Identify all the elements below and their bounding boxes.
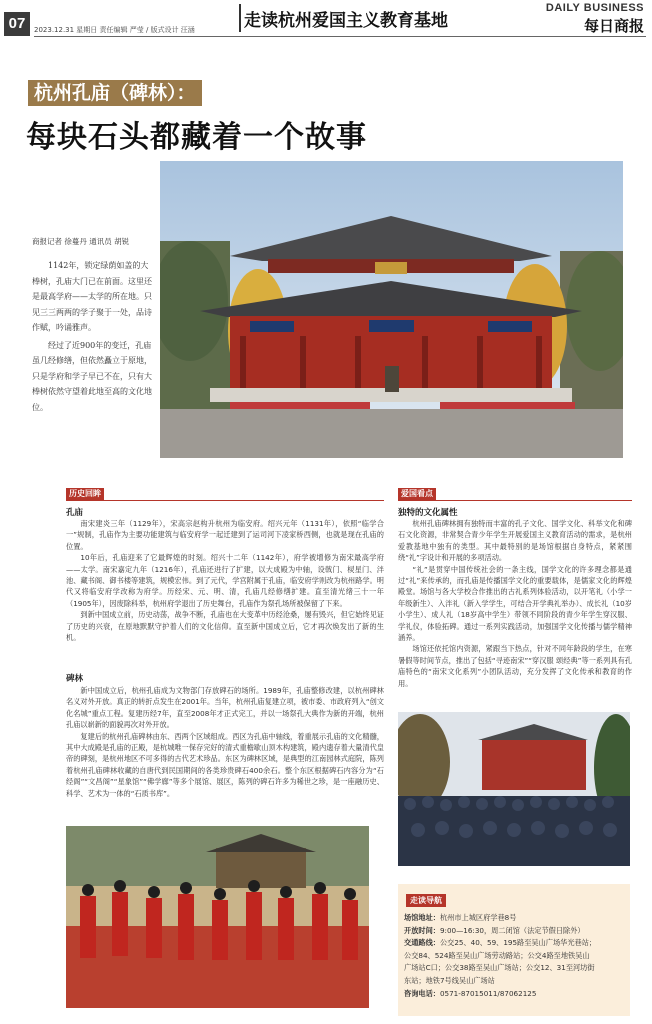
section-rule: [66, 500, 384, 501]
series-title: 走读杭州爱国主义教育基地: [244, 11, 448, 31]
byline: 商报记者 徐蔓丹 通讯员 胡锐: [32, 237, 130, 246]
students-photo: [398, 712, 630, 866]
body-paragraph: 10年后，孔庙迎来了它最辉煌的时刻。绍兴十二年（1142年），府学被增修为南宋最高学府——太学。南宋嘉定九年（1216年），孔庙还进行了扩建，以大成殿为中轴，设戟门、棂星门、泮池、藏书阁、御书楼等建筑，规模宏伟。到了元代，学宫附属于孔庙，临安府学则改为杭州路学。明代又将临安府学改称为府学。历经宋、元、明、清，孔庙几经修缮扩建。直至清光绪三十一年（1905年），因废除科举，杭州府学退出了历史舞台，孔庙作为祭孔场所被保留了下来。: [66, 553, 384, 608]
masthead-rule: [34, 36, 646, 37]
issue-line: 2023.12.31 星期日 责任编辑 严莹 / 版式设计 汪涵: [34, 26, 195, 34]
guide-line-hours: 开放时间：9:00—16:30，周二闭馆（法定节假日除外）: [404, 925, 585, 935]
patriotic-heading: 独特的文化属性: [398, 508, 458, 518]
section-tag-patriotic: 爱国看点: [398, 488, 436, 500]
guide-line-transit: 东站；地铁7号线吴山广场站: [404, 975, 495, 985]
masthead: [0, 0, 652, 40]
page-number: 07: [4, 12, 30, 36]
beilin-heading: 碑林: [66, 674, 84, 684]
body-paragraph: 南宋建炎三年（1129年），宋高宗赵构升杭州为临安府。绍兴元年（1131年），依照“临学合一”规制，孔庙作为主要功能建筑与临安府学一起迁建到了运司河下凌家桥西侧，也就是现在孔庙的位置。: [66, 519, 384, 551]
brand-name-english: DAILY BUSINESS: [545, 2, 644, 14]
headline-kicker: 杭州孔庙（碑林）：: [28, 80, 202, 106]
kongmiao-heading: 孔庙: [66, 508, 84, 518]
intro-paragraph: 1142年，锁定绿荫如盖的大棒树，孔庙大门已在前面。这里还是最高学府——太学的所在地。只见三三两两的学子聚于一处，品诗作赋，吟诵雅声。: [32, 261, 152, 332]
guide-line-transit: 广场站C口；公交38路至吴山广场站；公交12、31至河坊街: [404, 963, 595, 973]
body-paragraph: “礼”是贯穿中国传统社会的一条主线，国学文化的许多理念都是通过“礼”来传承的，而孔庙是传播国学文化的重要载体，是儒家文化的辉煌殿堂。场馆与各大学校合作推出的古礼系列体验活动，以开笔礼（小学一年级新生）、入泮礼（新入学学生，可结合开学典礼举办）、成长礼（10岁小学生）、成人礼（18岁高中学生）带领不同阶段的青少年学生穿汉服、学礼仪，体验拓碑。通过一系列实践活动，加强国学文化传播与儒学精神涵养。: [398, 564, 632, 643]
guide-tag: 走读导航: [406, 894, 446, 907]
headline-title: 每块石头都藏着一个故事: [26, 120, 367, 155]
patriotic-text: [398, 518, 632, 689]
section-rule: [398, 500, 632, 501]
intro-paragraph: 经过了近900年的变迁，孔庙虽几经修缮，但依然矗立于原地，只是学府和学子早已不在，只有大棒树依然守望着此地至高的文化地位。: [32, 340, 152, 412]
kongmiao-text: [66, 518, 384, 643]
guide-lines: [404, 912, 628, 1000]
guide-line-transit: 公交84、524路至吴山广场劳动路站；公交4路至地铁吴山: [404, 950, 590, 960]
body-paragraph: 新中国成立后，杭州孔庙成为文物部门存放碑石的场所。1989年，孔庙整修改建，以杭州碑林名义对外开放。真正的转折点发生在2001年。当年，杭州孔庙复建立项，被市委、市政府列入“创文化名城”重点工程。复建历经7年，直至2008年才正式完工，并以一场祭孔大典作为新的开端，杭州孔庙以崭新的面貌再次对外开放。: [66, 686, 384, 730]
guide-line-transit: 交通路线：公交25、40、59、195路至吴山广场华光巷站；: [404, 938, 597, 948]
brand-name-chinese: 每日商报: [583, 17, 644, 35]
body-paragraph: 到新中国成立前，历史动荡，战争不断，孔庙也在大变革中历经沧桑，屡有毁兴，但它始终见证了历史的兴衰，在原地默默守护着人们的文化信仰。直至新中国成立后，它才再次焕发出了新的生机。: [66, 610, 384, 643]
guide-line-phone: 咨询电话：0571-87015011/87062125: [404, 988, 537, 998]
temple-photo: [160, 161, 623, 458]
visit-guide: [398, 884, 630, 1016]
section-tag-history: 历史回眸: [66, 488, 104, 500]
guide-line-address: 场馆地址：杭州市上城区府学巷8号: [404, 913, 517, 922]
masthead-divider: [239, 4, 241, 32]
ceremony-photo: [66, 826, 369, 1008]
body-paragraph: 杭州孔庙碑林拥有独特而丰富的孔子文化、国学文化、科举文化和碑石文化资源，非常契合青少年学生开展爱国主义教育活动的需求，是杭州爱教基地中独有的类型。其中最特别的是场馆根据自身特点，紧紧围绕“礼”字设计和开展的多项活动。: [398, 519, 632, 563]
intro-text: [32, 258, 154, 417]
body-paragraph: 场馆还依托馆内资源，紧跟当下热点，针对不同年龄段的学生，在寒暑假等时间节点，推出了包括“寻迹南宋”“穿汉服 颂经典”等一系列具有孔庙特色的“南宋文化系列”小团队活动，充分发挥了文化传承和教育的作用。: [398, 644, 632, 688]
beilin-text: [66, 685, 384, 799]
body-paragraph: 复建后的杭州孔庙碑林由东、西两个区域组成。西区为孔庙中轴线，着重展示孔庙的文化精髓，其中大成殿是孔庙的正殿，是杭城唯一保存完好的清式重檐歇山顶木构建筑，殿内遗存着大量清代皇帝的碑刻，是杭州地区不可多得的古代艺术珍品。东区为碑林区域，是典型的江南园林式庭院，陈列着杭州孔庙碑林收藏的自唐代到民国期间的各类珍贵碑石400余石。整个东区根据碑石内容分为“石经阁”“文昌阁”“星象馆”“佛学廊”等多个展馆、展区，陈列的碑石许多为稀世之珍，是一座融历史、科学、艺术为一体的“石质书库”。: [66, 731, 384, 798]
